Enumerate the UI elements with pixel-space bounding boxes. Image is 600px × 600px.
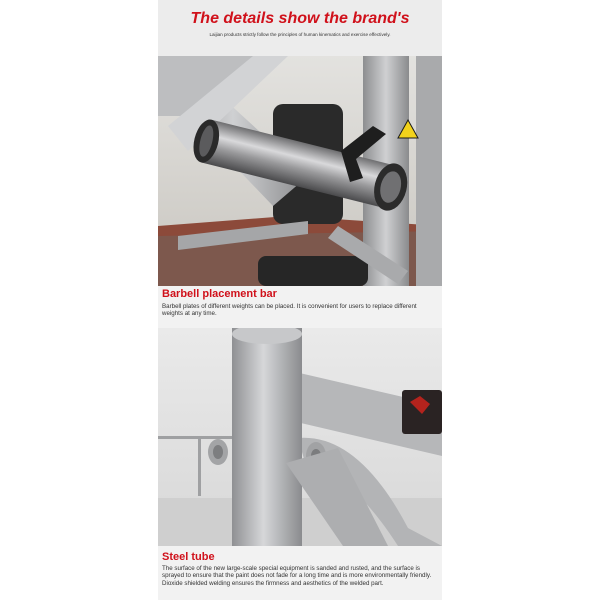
- steel-tube-illustration: [158, 328, 442, 546]
- page-title: The details show the brand's: [190, 10, 410, 27]
- steel-tube-title: Steel tube: [162, 551, 215, 563]
- page-subtitle: Laijian products strictly follow the principles of human kinematics and exercise effectively.: [209, 32, 391, 37]
- product-detail-panel: [158, 0, 442, 600]
- barbell-bar-title: Barbell placement bar: [162, 288, 277, 300]
- barbell-bar-illustration: [158, 56, 442, 286]
- barbell-bar-description: Barbell plates of different weights can be placed. It is convenient for users to replace different weights at any time.: [162, 303, 417, 318]
- steel-tube-photo: [158, 328, 442, 546]
- page-header: [158, 0, 442, 56]
- steel-tube-description: The surface of the new large-scale special equipment is sanded and rusted, and the surface is sprayed to ensure that the paint does not fade for a long time and is more environmentally friendly. Dioxide shielded welding ensures the firmness and aesthetics of the welded part.: [162, 565, 432, 587]
- barbell-bar-photo: [158, 56, 442, 286]
